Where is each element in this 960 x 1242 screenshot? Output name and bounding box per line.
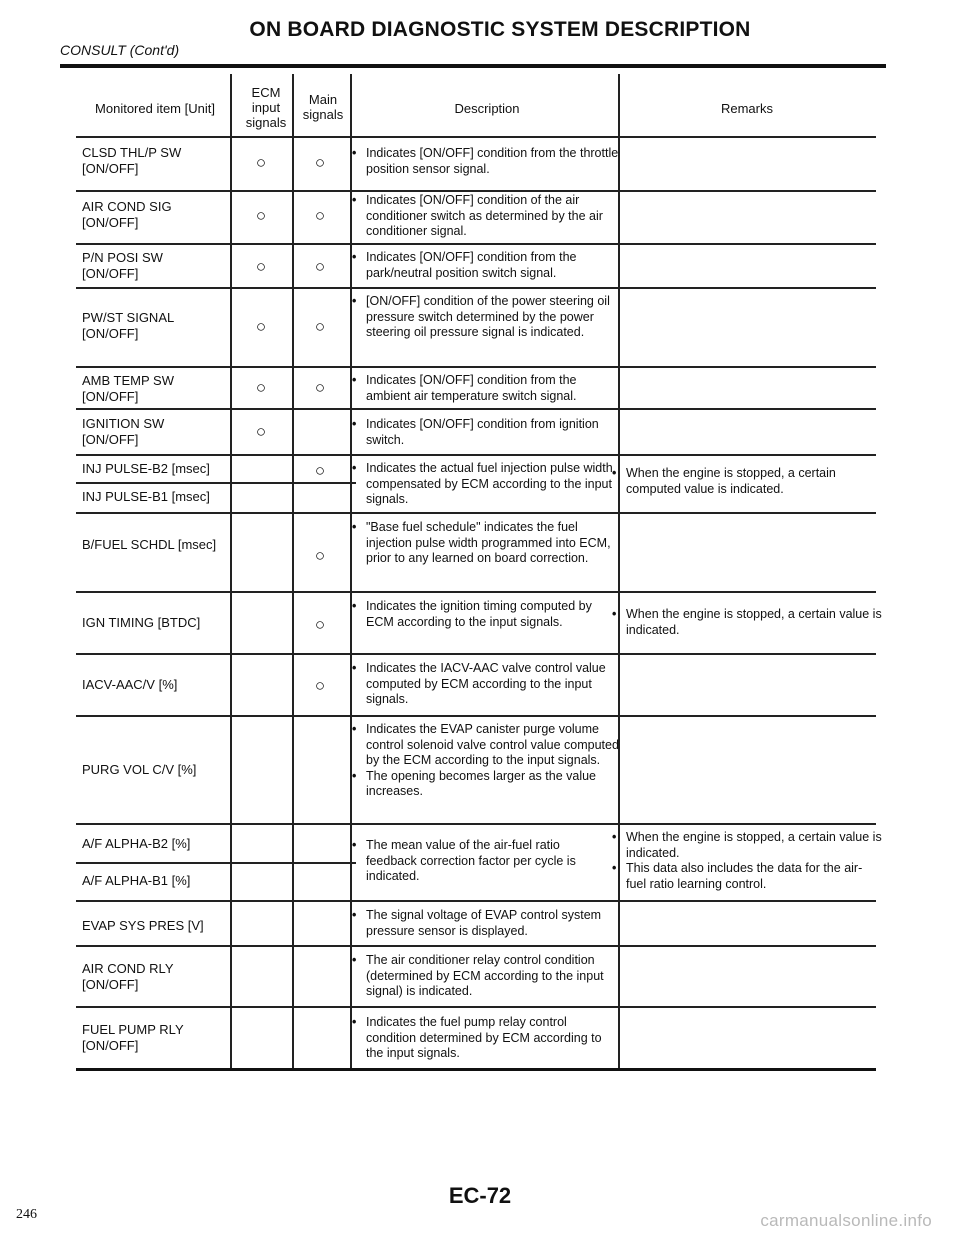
header-rule	[60, 64, 886, 68]
description-cell	[352, 908, 620, 939]
page-code: EC-72	[448, 1183, 512, 1208]
page-number: 246	[16, 1207, 37, 1222]
page-title: ON BOARD DIAGNOSTIC SYSTEM DESCRIPTION	[249, 18, 751, 41]
col-header-ecm: ECM input signals	[245, 85, 287, 130]
row-divider	[76, 945, 876, 947]
description-text: • The air conditioner relay control condition (determined by ECM according to the input signal) is indicated.	[352, 953, 620, 1000]
description-cell	[352, 193, 620, 240]
row-divider	[76, 900, 876, 902]
description-cell	[352, 838, 614, 885]
main-signal-mark: ○	[314, 378, 326, 397]
main-signal-mark: ○	[314, 546, 326, 565]
main-signal-mark: ○	[314, 317, 326, 336]
item-fuel-pump-rly: FUEL PUMP RLY [ON/OFF]	[82, 1022, 184, 1053]
item-ign-timing: IGN TIMING [BTDC]	[82, 615, 201, 630]
description-cell	[352, 953, 620, 1000]
main-signal-mark: ○	[314, 615, 326, 634]
item-bfuel-schdl: B/FUEL SCHDL [msec]	[82, 537, 217, 552]
row-divider	[76, 1006, 876, 1008]
description-cell	[352, 146, 620, 177]
row-divider	[76, 715, 876, 717]
col-header-remarks: Remarks	[720, 101, 773, 116]
description-text: • The mean value of the air-fuel ratio feedback correction factor per cycle is indicated.	[352, 838, 614, 885]
main-signal-mark: ○	[314, 153, 326, 172]
row-divider	[76, 482, 356, 484]
row-divider	[76, 136, 876, 138]
item-ignition-sw: IGNITION SW [ON/OFF]	[82, 416, 165, 447]
remarks-cell	[612, 466, 882, 497]
watermark: carmanualsonline.info	[760, 1211, 932, 1230]
item-air-cond-sig: AIR COND SIG [ON/OFF]	[82, 199, 172, 230]
row-divider	[76, 512, 876, 514]
item-inj-pulse-b1: INJ PULSE-B1 [msec]	[82, 489, 210, 504]
row-divider	[76, 862, 356, 864]
ecm-input-mark: ○	[255, 422, 267, 441]
description-text: • Indicates the ignition timing computed by ECM according to the input signals.	[352, 599, 620, 630]
ecm-input-mark: ○	[255, 378, 267, 397]
description-cell	[352, 599, 620, 630]
description-text: • Indicates the EVAP canister purge volume control solenoid valve control value computed by the ECM according to the input signals.	[352, 722, 620, 769]
ecm-input-mark: ○	[255, 257, 267, 276]
remarks-text: • When the engine is stopped, a certain computed value is indicated.	[612, 466, 882, 497]
row-divider	[76, 823, 876, 825]
main-signal-mark: ○	[314, 206, 326, 225]
item-inj-pulse-b2: INJ PULSE-B2 [msec]	[82, 461, 210, 476]
description-cell	[352, 250, 620, 281]
description-text: • Indicates [ON/OFF] condition from the park/neutral position switch signal.	[352, 250, 620, 281]
remarks-text: • This data also includes the data for the air-fuel ratio learning control.	[612, 861, 882, 892]
row-divider	[76, 243, 876, 245]
description-cell	[352, 661, 620, 708]
main-signal-mark: ○	[314, 461, 326, 480]
description-text: • "Base fuel schedule" indicates the fuel injection pulse width programmed into ECM, prior to any learned on board correction.	[352, 520, 620, 567]
item-pn-posi-sw: P/N POSI SW [ON/OFF]	[82, 250, 163, 281]
col-header-main: Main signals	[302, 92, 344, 122]
description-text: • Indicates [ON/OFF] condition from the throttle position sensor signal.	[352, 146, 620, 177]
description-cell	[352, 722, 620, 800]
col-header-item: Monitored item [Unit]	[95, 101, 215, 116]
col-divider	[292, 74, 294, 1068]
row-divider	[76, 190, 876, 192]
description-cell	[352, 417, 620, 448]
description-text: • Indicates the actual fuel injection pulse width compensated by ECM according to the input signals.	[352, 461, 620, 508]
col-divider	[230, 74, 232, 1068]
item-clsd-thlp-sw: CLSD THL/P SW [ON/OFF]	[82, 145, 182, 176]
description-cell	[352, 520, 620, 567]
item-amb-temp-sw: AMB TEMP SW [ON/OFF]	[82, 373, 174, 404]
table-bottom-rule	[76, 1068, 876, 1071]
description-cell	[352, 1015, 620, 1062]
row-divider	[76, 408, 876, 410]
description-text: • The signal voltage of EVAP control system pressure sensor is displayed.	[352, 908, 620, 939]
description-text: • Indicates the IACV-AAC valve control value computed by ECM according to the input signals.	[352, 661, 620, 708]
item-air-cond-rly: AIR COND RLY [ON/OFF]	[82, 961, 174, 992]
ecm-input-mark: ○	[255, 153, 267, 172]
description-text: • Indicates the fuel pump relay control condition determined by ECM according to the input signals.	[352, 1015, 620, 1062]
row-divider	[76, 366, 876, 368]
row-divider	[76, 454, 876, 456]
item-af-alpha-b2: A/F ALPHA-B2 [%]	[82, 836, 191, 851]
col-header-description: Description	[454, 101, 520, 116]
description-text: • [ON/OFF] condition of the power steering oil pressure switch determined by the power steering oil pressure signal is indicated.	[352, 294, 620, 341]
item-af-alpha-b1: A/F ALPHA-B1 [%]	[82, 873, 191, 888]
row-divider	[76, 653, 876, 655]
description-cell	[352, 373, 620, 404]
remarks-cell	[612, 830, 882, 892]
main-signal-mark: ○	[314, 676, 326, 695]
description-text: • The opening becomes larger as the value increases.	[352, 769, 620, 800]
description-text: • Indicates [ON/OFF] condition of the air conditioner switch as determined by the air conditioner signal.	[352, 193, 620, 240]
main-signal-mark: ○	[314, 257, 326, 276]
remarks-text: • When the engine is stopped, a certain value is indicated.	[612, 607, 882, 638]
item-purg-vol-cv: PURG VOL C/V [%]	[82, 762, 197, 777]
section-subtitle: CONSULT (Cont'd)	[60, 42, 180, 58]
ecm-input-mark: ○	[255, 317, 267, 336]
item-evap-sys-pres: EVAP SYS PRES [V]	[82, 918, 204, 933]
remarks-text: • When the engine is stopped, a certain value is indicated.	[612, 830, 882, 861]
ecm-input-mark: ○	[255, 206, 267, 225]
remarks-cell	[612, 607, 882, 638]
description-text: • Indicates [ON/OFF] condition from ignition switch.	[352, 417, 620, 448]
description-cell	[352, 461, 620, 508]
item-iacv-aac-v: IACV-AAC/V [%]	[82, 677, 178, 692]
row-divider	[76, 287, 876, 289]
description-cell	[352, 294, 620, 341]
row-divider	[76, 591, 876, 593]
item-pwst-signal: PW/ST SIGNAL [ON/OFF]	[82, 310, 174, 341]
description-text: • Indicates [ON/OFF] condition from the ambient air temperature switch signal.	[352, 373, 620, 404]
